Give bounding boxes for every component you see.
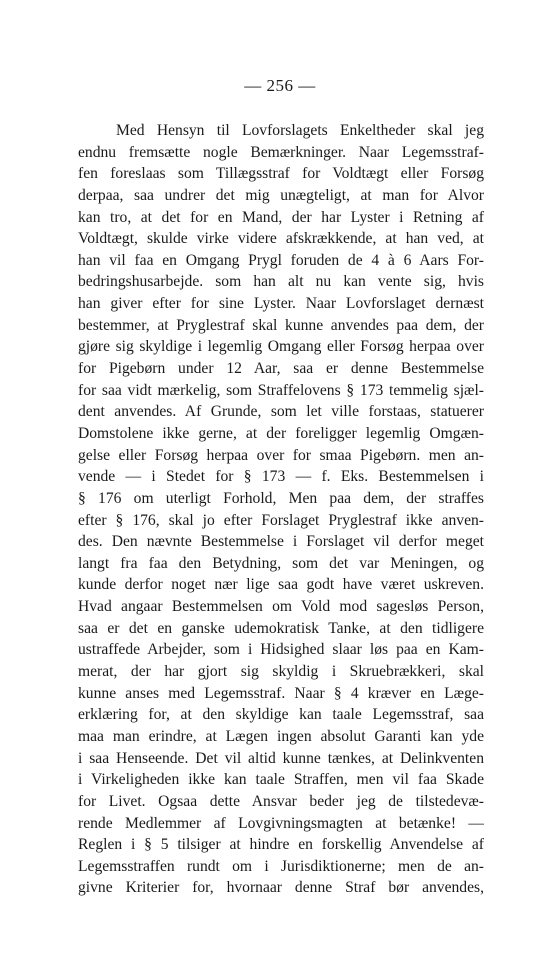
text-line: fen foreslaas som Tillægsstraf for Voldtægt eller Forsøg: [78, 165, 484, 183]
text-line: erklæring for, at den skyldige kan taale Legemsstraf, saa: [78, 706, 484, 724]
text-line: kunde derfor noget nær lige saa godt have været uskreven.: [78, 576, 484, 594]
text-line: for Livet. Ogsaa dette Ansvar beder jeg de tilstedevæ-: [78, 792, 484, 810]
text-line: gelse eller Forsøg herpaa over for smaa Pigebørn. men an-: [78, 446, 484, 464]
text-line: Hvad angaar Bestemmelsen om Vold mod sagesløs Person,: [78, 598, 484, 616]
text-line: Voldtægt, skulde virke videre afskrækkende, at han ved, at: [78, 230, 484, 248]
body-text: [78, 120, 484, 899]
text-line: Med Hensyn til Lovforslagets Enkeltheder skal jeg: [116, 122, 484, 139]
text-line: rende Medlemmer af Lovgivningsmagten at betænke! —: [78, 814, 484, 832]
text-line: gjøre sig skyldige i legemlig Omgang eller Forsøg herpaa over: [78, 338, 484, 356]
text-line: vende — i Stedet for § 173 — f. Eks. Bestemmelsen i: [78, 468, 484, 486]
text-line: han giver efter for sine Lyster. Naar Lovforslaget dernæst: [78, 295, 484, 313]
text-line: i saa Henseende. Det vil altid kunne tænkes, at Delinkventen: [78, 749, 484, 767]
text-line: givne Kriterier for, hvornaar denne Straf bør anvendes,: [78, 879, 484, 897]
page-number: — 256 —: [244, 76, 316, 95]
text-line: i Virkeligheden ikke kan taale Straffen, men vil faa Skade: [78, 771, 484, 789]
text-line: for Pigebørn under 12 Aar, saa er denne Bestemmelse: [78, 360, 484, 378]
text-line: kan tro, at det for en Mand, der har Lyster i Retning af: [78, 208, 484, 226]
text-line: han vil faa en Omgang Prygl foruden de 4 à 6 Aars For-: [78, 251, 484, 269]
text-line: efter § 176, skal jo efter Forslaget Pryglestraf ikke anven-: [78, 511, 484, 529]
text-line: Domstolene ikke gerne, at der foreligger legemlig Omgæn-: [78, 424, 484, 442]
text-line: maa man erindre, at Lægen ingen absolut Garanti kan yde: [78, 727, 484, 745]
text-line: des. Den nævnte Bestemmelse i Forslaget vil derfor meget: [78, 533, 484, 551]
text-line: merat, der har gjort sig skyldig i Skruebrækkeri, skal: [78, 663, 484, 681]
text-line: for saa vidt mærkelig, som Straffelovens § 173 temmelig sjæl-: [78, 381, 484, 399]
text-line: dent anvendes. Af Grunde, som let ville forstaas, statuerer: [78, 403, 484, 421]
text-line: bedringshusarbejde. som han alt nu kan vente sig, hvis: [78, 273, 484, 291]
text-line: saa er det en ganske udemokratisk Tanke, at den tidligere: [78, 619, 484, 637]
text-line: derpaa, saa undrer det mig unægteligt, at man for Alvor: [78, 186, 484, 204]
text-line: ustraffede Arbejder, som i Hidsighed slaar løs paa en Kam-: [78, 641, 484, 659]
text-line: Reglen i § 5 tilsiger at hindre en forskellig Anvendelse af: [78, 836, 484, 854]
text-line: § 176 om uterligt Forhold, Men paa dem, der straffes: [78, 489, 484, 507]
text-line: langt fra faa den Betydning, som det var Meningen, og: [78, 554, 484, 572]
text-line: endnu fremsætte nogle Bemærkninger. Naar Legemsstraf-: [78, 143, 484, 161]
text-line: bestemmer, at Pryglestraf skal kunne anvendes paa dem, der: [78, 316, 484, 334]
text-line: Legemsstraffen rundt om i Jurisdiktionerne; men de an-: [78, 857, 484, 875]
text-line: kunne anses med Legemsstraf. Naar § 4 kræver en Læge-: [78, 684, 484, 702]
